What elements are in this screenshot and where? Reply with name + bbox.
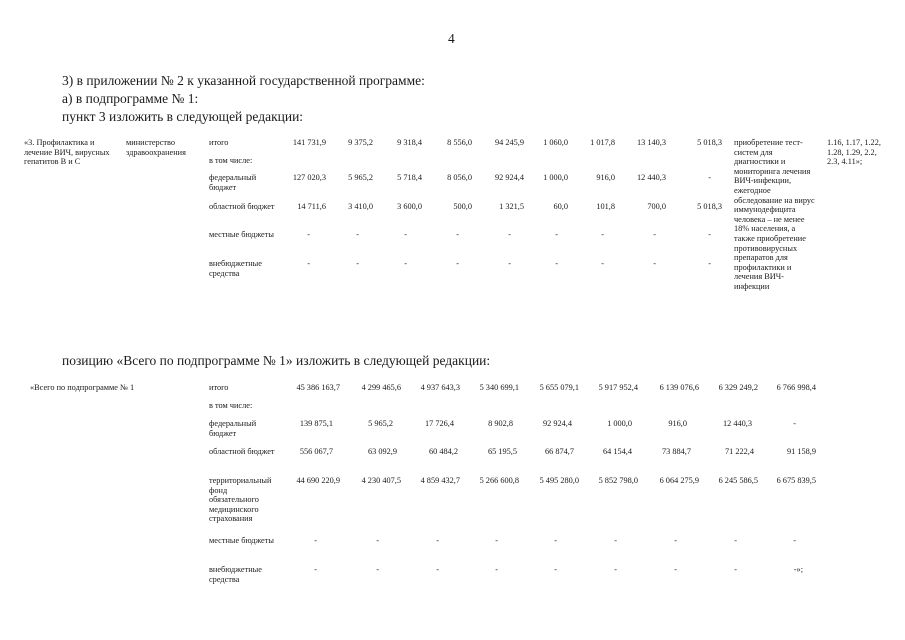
value-cell: - (734, 536, 737, 545)
value-cell: - (653, 259, 656, 268)
value-cell: - (554, 536, 557, 545)
row-label: местные бюджеты (209, 230, 274, 239)
row-label-including: в том числе: (209, 401, 253, 410)
value-cell: 5 965,2 (368, 419, 393, 428)
row-label: внебюджетные средства (209, 565, 262, 584)
value-cell: 13 140,3 (636, 138, 666, 147)
value-cell: 45 386 163,7 (296, 383, 340, 392)
value-cell: 44 690 220,9 (296, 476, 340, 485)
value-cell: 5 965,2 (348, 173, 373, 182)
value-cell: 94 245,9 (494, 138, 524, 147)
value-cell: -»; (793, 565, 803, 574)
value-cell: 60,0 (553, 202, 568, 211)
row-label: внебюджетные средства (209, 259, 262, 278)
value-cell: 500,0 (453, 202, 472, 211)
value-cell: - (508, 230, 511, 239)
total-name: «Всего по подпрограмме № 1 (30, 383, 135, 392)
value-cell: - (793, 419, 796, 428)
value-cell: - (456, 230, 459, 239)
value-cell: - (404, 230, 407, 239)
value-cell: 12 440,3 (636, 173, 666, 182)
value-cell: - (404, 259, 407, 268)
item3-name: «3. Профилактика и лечение ВИЧ, вирусных гепатитов В и С (24, 138, 110, 167)
value-cell: 64 154,4 (602, 447, 632, 456)
page-number: 4 (448, 31, 455, 46)
value-cell: 3 600,0 (397, 202, 422, 211)
value-cell: 5 718,4 (397, 173, 422, 182)
row-label: областной бюджет (209, 447, 275, 456)
value-cell: 1 000,0 (543, 173, 568, 182)
value-cell: 65 195,5 (487, 447, 517, 456)
row-label: местные бюджеты (209, 536, 274, 545)
value-cell: 5 340 699,1 (479, 383, 519, 392)
value-cell: 12 440,3 (722, 419, 752, 428)
value-cell: 60 484,2 (428, 447, 458, 456)
value-cell: 8 556,0 (447, 138, 472, 147)
value-cell: 4 937 643,3 (420, 383, 460, 392)
row-label: итого (209, 383, 229, 392)
position-heading: позицию «Всего по подпрограмме № 1» изложить в следующей редакции: (62, 353, 491, 368)
item3-indicators: 1.16, 1.17, 1.22, 1.28, 1.29, 2.2, 2.3, 4.11»; (827, 138, 881, 167)
value-cell: 916,0 (596, 173, 615, 182)
value-cell: - (314, 536, 317, 545)
value-cell: - (793, 536, 796, 545)
value-cell: 91 158,9 (786, 447, 816, 456)
value-cell: 9 318,4 (397, 138, 422, 147)
value-cell: - (495, 536, 498, 545)
value-cell: 4 859 432,7 (420, 476, 460, 485)
value-cell: - (508, 259, 511, 268)
value-cell: 1 017,8 (590, 138, 615, 147)
value-cell: 5 266 600,8 (479, 476, 519, 485)
value-cell: - (674, 536, 677, 545)
value-cell: 4 230 407,5 (361, 476, 401, 485)
value-cell: 14 711,6 (297, 202, 326, 211)
value-cell: - (601, 230, 604, 239)
value-cell: 63 092,9 (367, 447, 397, 456)
value-cell: 127 020,3 (292, 173, 326, 182)
value-cell: - (495, 565, 498, 574)
value-cell: 139 875,1 (299, 419, 333, 428)
value-cell: - (307, 259, 310, 268)
value-cell: 101,8 (596, 202, 615, 211)
value-cell: - (614, 536, 617, 545)
value-cell: - (356, 230, 359, 239)
value-cell: 5 852 798,0 (598, 476, 638, 485)
value-cell: - (653, 230, 656, 239)
intro-line-3: пункт 3 изложить в следующей редакции: (62, 109, 304, 124)
value-cell: - (708, 173, 711, 182)
value-cell: 9 375,2 (348, 138, 373, 147)
value-cell: 556 067,7 (299, 447, 333, 456)
value-cell: 66 874,7 (544, 447, 574, 456)
value-cell: - (555, 259, 558, 268)
value-cell: 92 924,4 (542, 419, 572, 428)
row-label: территориальный фонд обязательного медицинского страхования (209, 476, 272, 524)
value-cell: - (376, 536, 379, 545)
value-cell: 8 902,8 (488, 419, 513, 428)
value-cell: 73 884,7 (661, 447, 691, 456)
value-cell: - (554, 565, 557, 574)
value-cell: 6 766 998,4 (776, 383, 816, 392)
value-cell: 1 000,0 (607, 419, 632, 428)
value-cell: 6 064 275,9 (659, 476, 699, 485)
value-cell: - (456, 259, 459, 268)
value-cell: - (614, 565, 617, 574)
value-cell: 5 018,3 (697, 138, 722, 147)
value-cell: 916,0 (668, 419, 687, 428)
value-cell: 71 222,4 (724, 447, 754, 456)
value-cell: 6 675 839,5 (776, 476, 816, 485)
value-cell: - (601, 259, 604, 268)
value-cell: 700,0 (647, 202, 666, 211)
value-cell: - (708, 259, 711, 268)
value-cell: 4 299 465,6 (361, 383, 401, 392)
value-cell: 6 329 249,2 (718, 383, 758, 392)
value-cell: - (674, 565, 677, 574)
intro-line-2: а) в подпрограмме № 1: (62, 91, 199, 106)
value-cell: - (436, 536, 439, 545)
value-cell: 141 731,9 (292, 138, 326, 147)
item3-result: приобретение тест-систем для диагностики и мониторинга лечения ВИЧ-инфекции, ежегодное обследование на вирус иммунодефицита человека – не менее 18% населения, а также приобретение противовирусных препаратов для профилактики и лечения ВИЧ-инфекции (734, 138, 815, 291)
value-cell: 5 495 280,0 (539, 476, 579, 485)
value-cell: 5 917 952,4 (598, 383, 638, 392)
value-cell: 3 410,0 (348, 202, 373, 211)
value-cell: - (436, 565, 439, 574)
value-cell: 1 321,5 (499, 202, 524, 211)
value-cell: 5 655 079,1 (539, 383, 579, 392)
value-cell: - (356, 259, 359, 268)
value-cell: - (376, 565, 379, 574)
value-cell: 8 056,0 (447, 173, 472, 182)
row-label: итого (209, 138, 229, 147)
value-cell: - (307, 230, 310, 239)
value-cell: 5 018,3 (697, 202, 722, 211)
value-cell: - (734, 565, 737, 574)
value-cell: - (708, 230, 711, 239)
intro-line-1: 3) в приложении № 2 к указанной государственной программе: (62, 73, 425, 88)
row-label: федеральный бюджет (209, 173, 257, 192)
item3-executor: министерство здравоохранения (126, 138, 186, 157)
value-cell: 17 726,4 (424, 419, 454, 428)
value-cell: 6 245 586,5 (718, 476, 758, 485)
row-label: федеральный бюджет (209, 419, 257, 438)
value-cell: - (555, 230, 558, 239)
value-cell: - (314, 565, 317, 574)
value-cell: 1 060,0 (543, 138, 568, 147)
value-cell: 92 924,4 (494, 173, 524, 182)
row-label-including: в том числе: (209, 156, 253, 165)
row-label: областной бюджет (209, 202, 275, 211)
value-cell: 6 139 076,6 (659, 383, 699, 392)
